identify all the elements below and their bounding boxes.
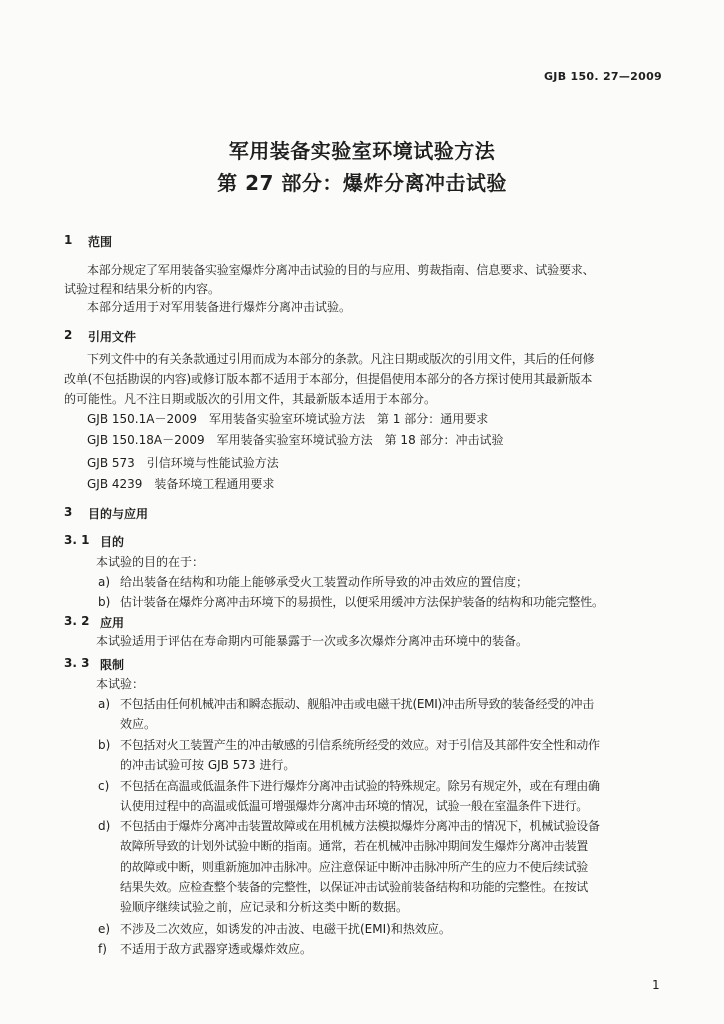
section-1-paragraph-line2: 试验过程和结果分析的内容。	[64, 282, 221, 296]
section-3-3-item-f: 不适用于敌方武器穿透或爆炸效应。	[120, 942, 313, 956]
item-marker: b)	[98, 738, 111, 752]
item-marker: b)	[98, 595, 111, 609]
section-3-3-item-b-line2: 的冲击试验可按 GJB 573 进行。	[120, 758, 296, 772]
section-3-3-item-c-line2: 认使用过程中的高温或低温可增强爆炸分离冲击环境的情况，试验一般在室温条件下进行。	[120, 799, 589, 813]
section-3-3-item-d-line4: 结果失效。应检查整个装备的完整性，以保证冲击试验前装备结构和功能的完整性。在按试	[120, 880, 589, 894]
section-3-1-item-b: 估计装备在爆炸分离冲击环境下的易损性，以便采用缓冲方法保护装备的结构和功能完整性。	[120, 595, 604, 609]
section-2-heading: 引用文件	[88, 330, 137, 344]
section-1-number: 1	[64, 233, 73, 247]
reference-item: GJB 4239 装备环境工程通用要求	[87, 477, 275, 491]
section-3-number: 3	[64, 505, 73, 519]
item-marker: d)	[98, 819, 111, 833]
section-3-2-text: 本试验适用于评估在寿命期内可能暴露于一次或多次爆炸分离冲击环境中的装备。	[96, 634, 529, 648]
reference-item: GJB 573 引信环境与性能试验方法	[87, 456, 279, 470]
section-3-3-item-a-line2: 效应。	[120, 717, 157, 731]
document-title-line1: 军用装备实验室环境试验方法	[228, 139, 496, 163]
section-3-1-item-a: 给出装备在结构和功能上能够承受火工装置动作所导致的冲击效应的置信度；	[120, 575, 529, 589]
section-3-1-number: 3. 1	[64, 533, 90, 547]
item-marker: a)	[98, 575, 111, 589]
section-1-paragraph2: 本部分适用于对军用装备进行爆炸分离冲击试验。	[87, 300, 352, 314]
section-2-paragraph-line1: 下列文件中的有关条款通过引用而成为本部分的条款。凡注日期或版次的引用文件，其后的任何修	[87, 352, 595, 366]
reference-item: GJB 150.18A－2009 军用装备实验室环境试验方法 第 18 部分：冲击试验	[87, 433, 504, 447]
section-2-number: 2	[64, 328, 73, 342]
item-marker: e)	[98, 922, 111, 936]
reference-item: GJB 150.1A－2009 军用装备实验室环境试验方法 第 1 部分：通用要求	[87, 412, 489, 426]
item-marker: f)	[98, 942, 107, 956]
section-3-2-heading: 应用	[100, 616, 125, 630]
section-3-3-number: 3. 3	[64, 656, 90, 670]
section-3-3-item-d-line3: 的故障或中断，则重新施加冲击脉冲。应注意保证中断冲击脉冲所产生的应力不使后续试验	[120, 860, 589, 874]
section-3-3-item-d-line2: 故障所导致的计划外试验中断的指南。通常，若在机械冲击脉冲期间发生爆炸分离冲击装置	[120, 839, 589, 853]
section-1-paragraph-line1: 本部分规定了军用装备实验室爆炸分离冲击试验的目的与应用、剪裁指南、信息要求、试验要求、	[87, 263, 595, 277]
section-3-3-item-d-line1: 不包括由于爆炸分离冲击装置故障或在用机械方法模拟爆炸分离冲击的情况下，机械试验设备	[120, 819, 600, 833]
section-3-2-number: 3. 2	[64, 614, 90, 628]
section-3-1-heading: 目的	[100, 535, 125, 549]
item-marker: c)	[98, 779, 110, 793]
section-2-paragraph-line3: 的可能性。凡不注日期或版次的引用文件，其最新版本适用于本部分。	[64, 392, 437, 406]
section-2-paragraph-line2: 改单(不包括勘误的内容)或修订版本都不适用于本部分，但提倡使用本部分的各方探讨使用其最新版本	[64, 372, 593, 386]
section-3-3-item-e: 不涉及二次效应，如诱发的冲击波、电磁干扰(EMI)和热效应。	[120, 922, 451, 936]
section-1-heading: 范围	[88, 235, 113, 249]
section-3-3-item-c-line1: 不包括在高温或低温条件下进行爆炸分离冲击试验的特殊规定。除另有规定外，或在有理由确	[120, 779, 600, 793]
section-3-3-item-a-line1: 不包括由任何机械冲击和瞬态振动、舰船冲击或电磁干扰(EMI)冲击所导致的装备经受的冲击	[120, 697, 594, 711]
page-number: 1	[652, 978, 660, 992]
section-3-3-intro: 本试验：	[96, 677, 145, 691]
item-marker: a)	[98, 697, 111, 711]
section-3-heading: 目的与应用	[88, 507, 149, 521]
section-3-3-heading: 限制	[100, 658, 125, 672]
document-title-line2: 第 27 部分：爆炸分离冲击试验	[217, 171, 507, 195]
document-number: GJB 150. 27—2009	[543, 70, 662, 83]
section-3-3-item-d-line5: 验顺序继续试验之前，应记录和分析这类中断的数据。	[120, 900, 409, 914]
section-3-1-intro: 本试验的目的在于：	[96, 555, 205, 569]
section-3-3-item-b-line1: 不包括对火工装置产生的冲击敏感的引信系统所经受的效应。对于引信及其部件安全性和动作	[120, 738, 600, 752]
